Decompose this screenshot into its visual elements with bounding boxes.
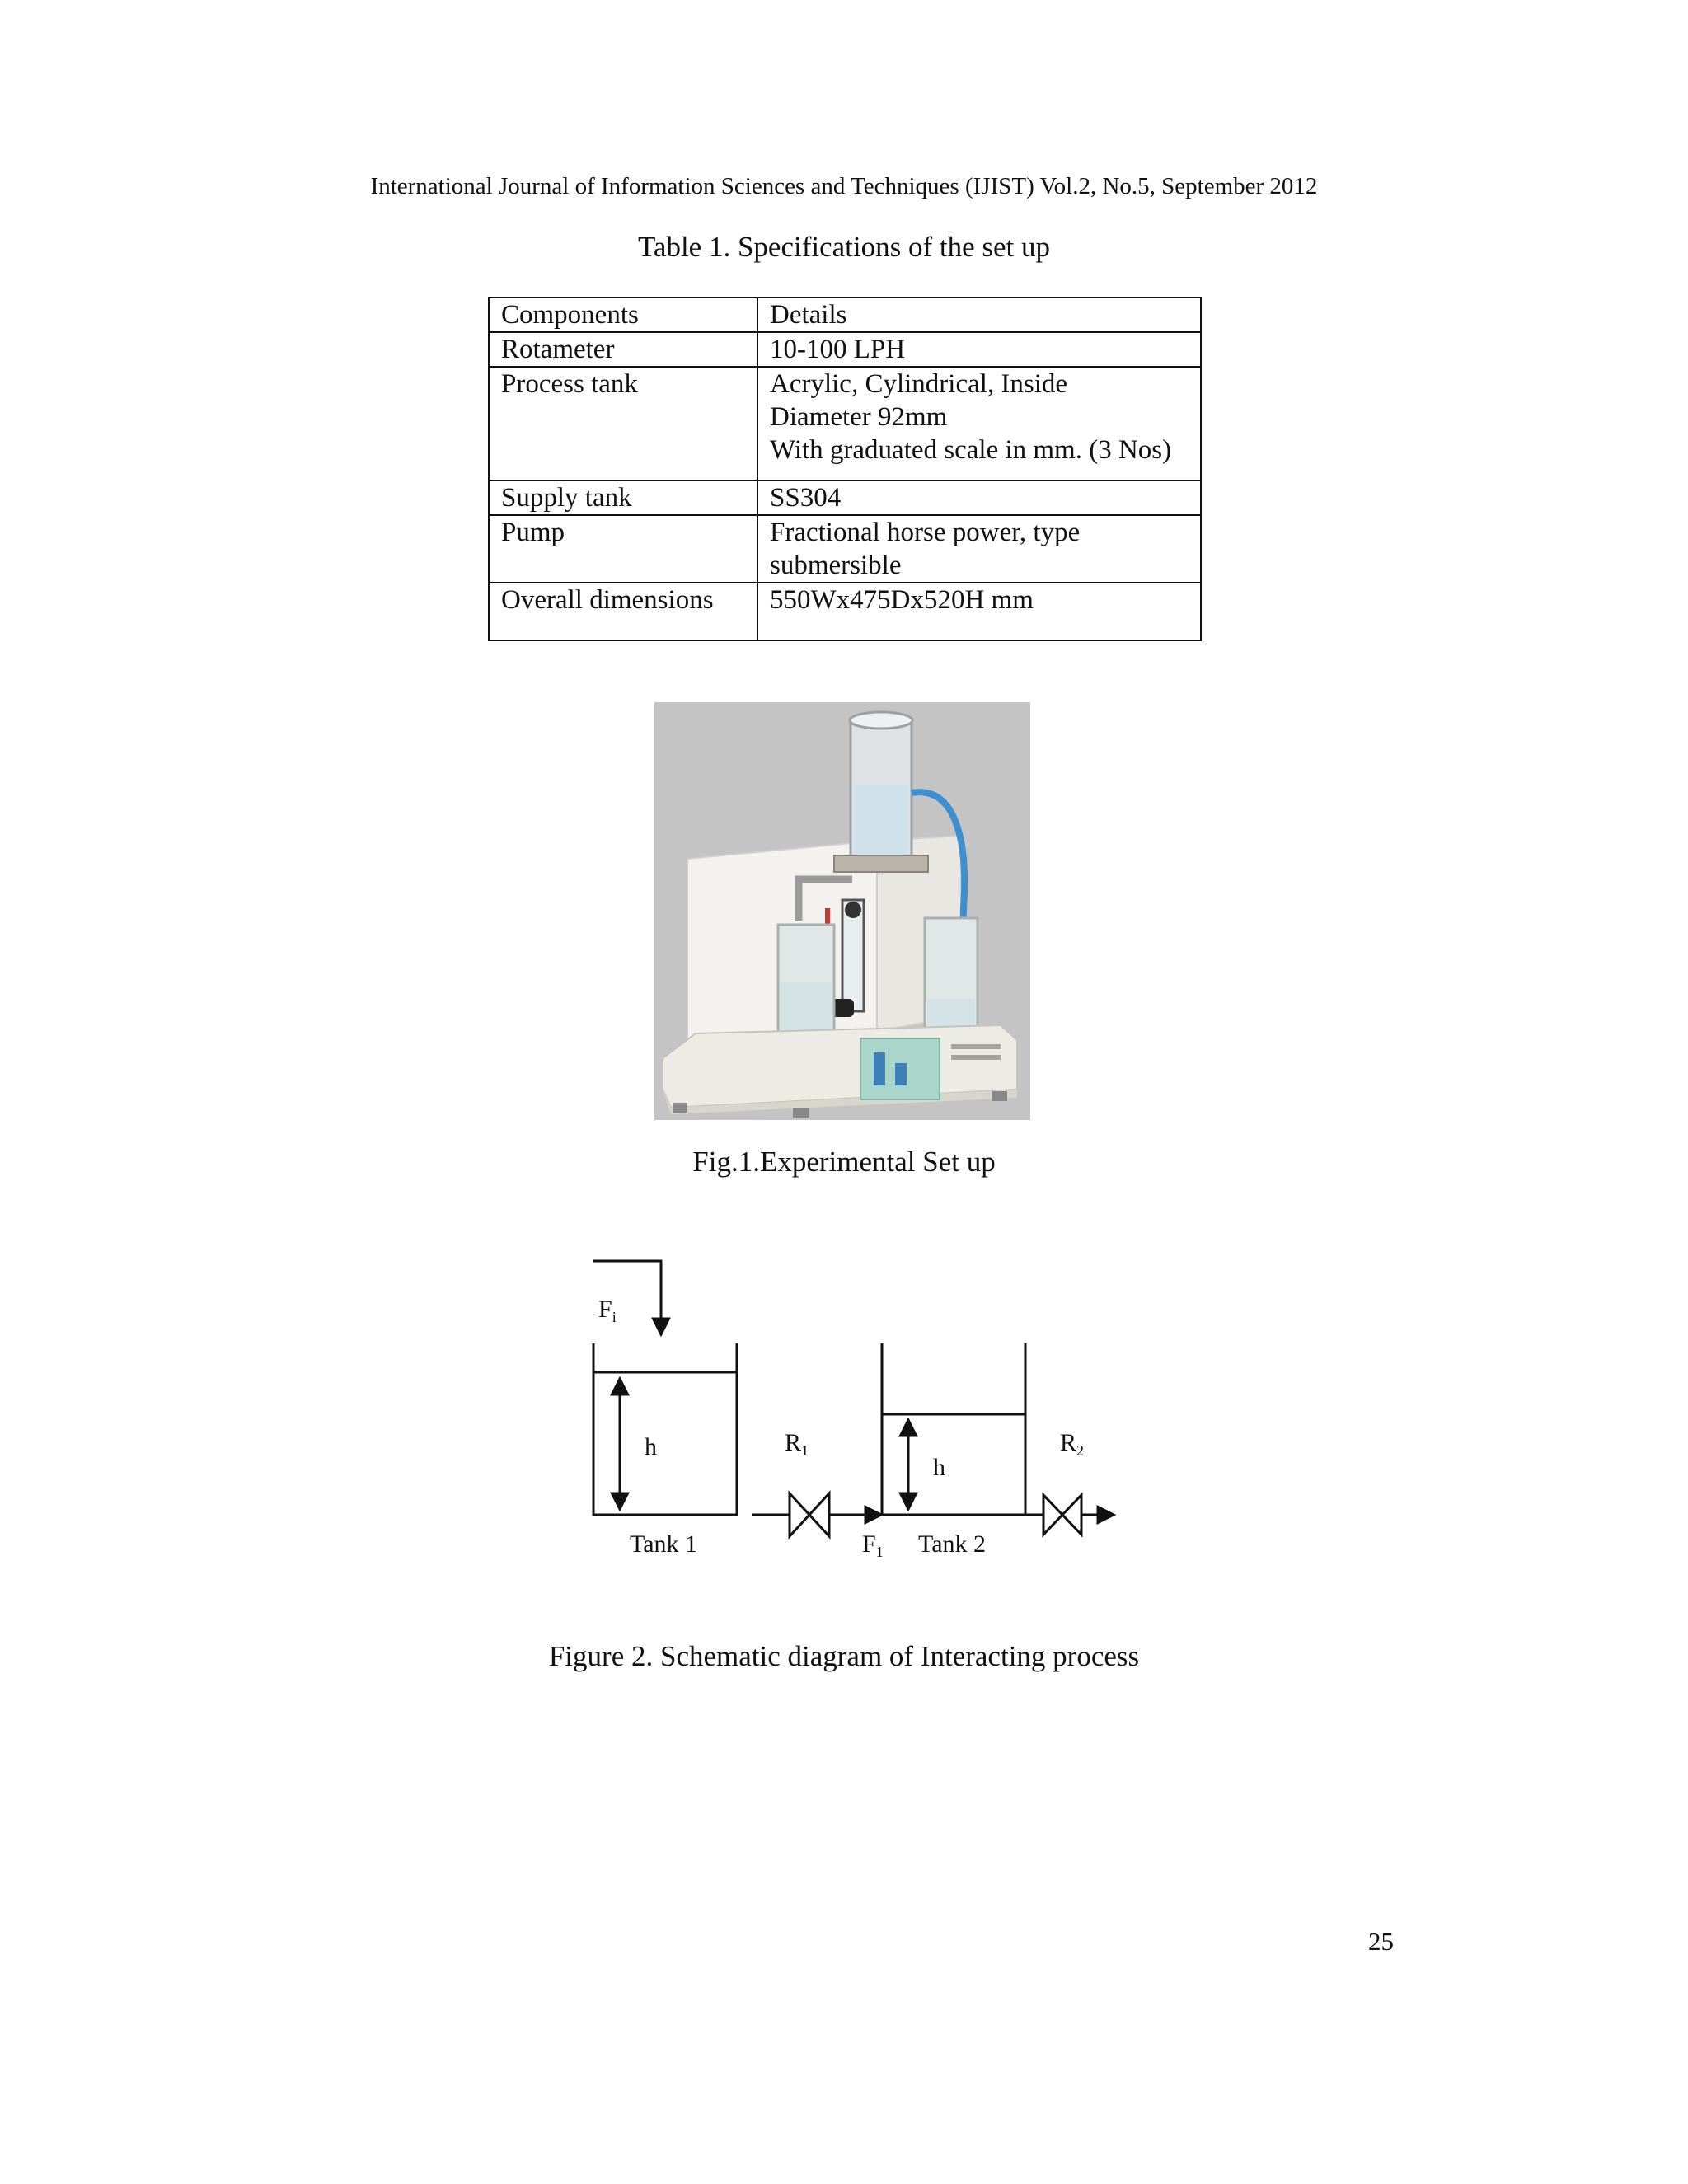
top-tank-water [854, 785, 908, 857]
table-row [489, 515, 1201, 583]
valve-r2-icon [1043, 1495, 1081, 1535]
detail-line: With graduated scale in mm. (3 Nos) [770, 435, 1172, 465]
table-caption: Table 1. Specifications of the set up [637, 231, 1051, 263]
page-number: 25 [1368, 1927, 1394, 1956]
table-header-row [489, 298, 1201, 332]
experimental-setup-photo [654, 702, 1030, 1120]
tank1-outline [593, 1343, 737, 1515]
label-text-line [951, 1055, 1001, 1060]
label-h1: h [645, 1433, 657, 1460]
figure1-caption: Fig.1.Experimental Set up [692, 1146, 996, 1178]
rotameter-cap [845, 902, 861, 918]
detail-line: SS304 [770, 483, 842, 513]
table-row [489, 583, 1201, 640]
table-cell-details [757, 332, 1201, 367]
table-cell-details [757, 583, 1201, 640]
detail-line: 10-100 LPH [770, 335, 906, 364]
label-r2: $R_2$ [1060, 1429, 1085, 1459]
label-f1: $F_1$ [862, 1530, 884, 1560]
valve-r1-icon [790, 1493, 829, 1536]
table-cell-details [757, 480, 1201, 515]
table-cell-details [757, 367, 1201, 480]
label-text-line [951, 1044, 1001, 1049]
table-row [489, 480, 1201, 515]
label-fi: $F_i$ [598, 1296, 617, 1325]
table-header-cell: Components [489, 298, 757, 332]
detail-line: 550Wx475Dx520H mm [770, 585, 1034, 615]
table-row [489, 367, 1201, 480]
schematic-diagram [577, 1253, 1121, 1582]
label-graphic [874, 1052, 885, 1085]
label-r1: $R_1$ [785, 1429, 809, 1459]
table-row [489, 332, 1201, 367]
tank2-outline [882, 1343, 1025, 1515]
table-cell-details [757, 515, 1201, 583]
label-tank1: Tank 1 [630, 1530, 698, 1558]
detail-line: Acrylic, Cylindrical, Inside [770, 369, 1068, 399]
table-cell-component: Supply tank [489, 480, 757, 515]
label-h2: h [933, 1454, 945, 1481]
foot [793, 1108, 809, 1118]
detail-line: Fractional horse power, type [770, 518, 1081, 547]
foot [992, 1091, 1007, 1101]
table-cell-component: Process tank [489, 367, 757, 480]
top-tank-rim [850, 712, 912, 729]
journal-header: International Journal of Information Sciences and Techniques (IJIST) Vol.2, No.5, September 2012 [370, 173, 1318, 199]
detail-line: submersible [770, 551, 902, 580]
figure2-caption: Figure 2. Schematic diagram of Interacting process [548, 1640, 1140, 1672]
foot [673, 1103, 687, 1113]
setup-illustration [654, 702, 1030, 1120]
label-graphic [895, 1063, 907, 1085]
table-header-cell: Details [757, 298, 1201, 332]
table-cell-component: Rotameter [489, 332, 757, 367]
table-cell-component: Pump [489, 515, 757, 583]
label-tank2: Tank 2 [918, 1530, 987, 1558]
table-cell-component: Overall dimensions [489, 583, 757, 640]
detail-line: Diameter 92mm [770, 402, 948, 432]
specifications-table [488, 297, 1202, 641]
tank-flange [834, 855, 928, 872]
